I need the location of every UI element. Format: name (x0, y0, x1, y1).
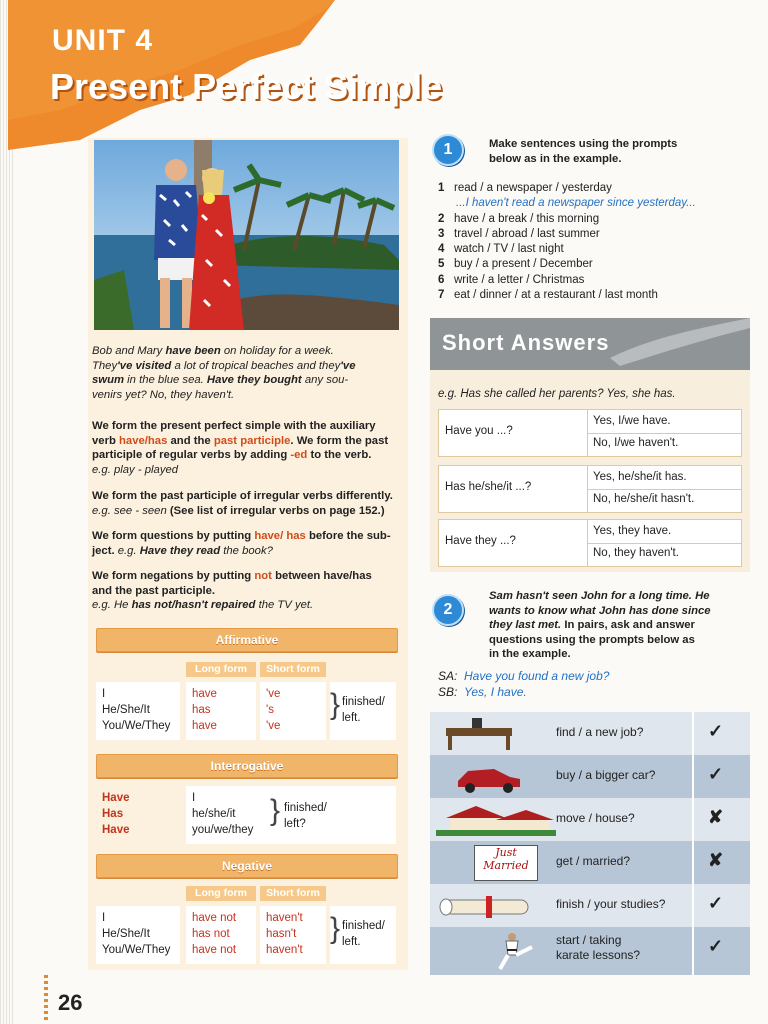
prompt-row: Just Married get / married? ✘ (430, 841, 750, 884)
negative-header: Negative (96, 854, 398, 878)
exercise-2-number: 2 (432, 594, 464, 626)
negative-verb: } finished/ left. (330, 906, 396, 964)
negative-short-forms: haven't hasn't haven't (260, 906, 326, 964)
exercise-1-list: 1 read / a newspaper / yesterday ...I haven't read a newspaper since yesterday... 2 have / a break / this morning 3 travel / abroad / last summer 4 watch / TV / last night 5 buy / a present / December 6 write / a letter / Christmas 7 eat / dinner / at a restaurant / last month (438, 181, 758, 303)
exercise-1-example: ...I haven't read a newspaper since yesterday... (456, 197, 696, 210)
negative-long-forms: have not has not have not (186, 906, 256, 964)
affirmative-verb: } finished/ left. (330, 682, 396, 740)
intro-paragraph: Bob and Mary have been on holiday for a week. They've visited a lot of tropical beaches and they've swum in the blue sea. Have they bought any sou- venirs yet? No, they haven't. (92, 345, 356, 401)
short-answer-row: Have they ...? Yes, they have. No, they haven't. (438, 519, 742, 567)
exercise-2-example: SA: Have you found a new job? SB: Yes, I have. (438, 669, 610, 699)
interrogative-header: Interrogative (96, 754, 398, 778)
long-form-tag: Long form (186, 662, 256, 677)
rule-formation: We form the present perfect simple with the auxiliary verb have/has and the past participle. We form the past participle of regular verbs by adding -ed to the verb. e.g. play - played (92, 420, 389, 476)
interrogative-subjects: I he/she/it you/we/they } finished/ left? (186, 786, 396, 844)
desk-icon (444, 716, 514, 752)
cross-mark: ✘ (708, 807, 724, 827)
affirmative-subjects: I He/She/It You/We/They (96, 682, 180, 740)
affirmative-short-forms: 've 's 've (260, 682, 326, 740)
page-number: 26 (58, 990, 83, 1015)
check-mark: ✓ (708, 893, 724, 913)
exercise-1-instruction: Make sentences using the prompts below as in the example. (489, 138, 678, 165)
short-answer-row: Have you ...? Yes, I/we have. No, I/we haven't. (438, 409, 742, 457)
affirmative-long-forms: have has have (186, 682, 256, 740)
rule-irregular: We form the past participle of irregular verbs differently. e.g. see - seen (See list of irregular verbs on page 152.) (92, 490, 393, 517)
just-married-sign: Just Married (474, 845, 538, 881)
diploma-icon (436, 890, 536, 922)
page-title: Present Perfect Simple (50, 66, 443, 107)
short-answers-example: e.g. Has she called her parents? Yes, she has. (438, 388, 676, 400)
car-icon (454, 761, 524, 793)
long-form-tag: Long form (186, 886, 256, 901)
interrogative-auxiliaries: Have Has Have (102, 792, 130, 836)
unit-label: UNIT 4 (52, 24, 154, 57)
negative-subjects: I He/She/It You/We/They (96, 906, 180, 964)
exercise-2-instruction: Sam hasn't seen John for a long time. He wants to know what John has done since they last met. In pairs, ask and answer questions using the prompts below as in the example. (489, 590, 711, 660)
brush-stroke-decoration (610, 318, 750, 370)
check-mark: ✓ (708, 721, 724, 741)
exercise-1-number: 1 (432, 134, 464, 166)
prompt-row: move / house? ✘ (430, 798, 750, 841)
short-form-tag: Short form (260, 662, 326, 677)
rule-negations: We form negations by putting not between have/has and the past participle. e.g. He has not/hasn't repaired the TV yet. (92, 570, 372, 611)
prompt-row: start / taking karate lessons? ✓ (430, 927, 750, 975)
page-number-dots (44, 975, 48, 1020)
short-answers-header (430, 318, 750, 370)
karate-figure-icon (486, 931, 536, 971)
beach-couple-photo (94, 140, 399, 330)
rule-questions: We form questions by putting have/ has before the sub- ject. e.g. Have they read the book? (92, 530, 391, 557)
short-answer-row: Has he/she/it ...? Yes, he/she/it has. No, he/she/it hasn't. (438, 465, 742, 513)
check-mark: ✓ (708, 764, 724, 784)
short-answers-title: Short Answers (442, 330, 610, 355)
cross-mark: ✘ (708, 850, 724, 870)
check-mark: ✓ (708, 936, 724, 956)
prompt-row: finish / your studies? ✓ (430, 884, 750, 927)
page-edges (0, 0, 14, 1024)
affirmative-header: Affirmative (96, 628, 398, 652)
short-form-tag: Short form (260, 886, 326, 901)
prompt-row: find / a new job? ✓ (430, 712, 750, 755)
house-icon (436, 802, 556, 838)
prompt-row: buy / a bigger car? ✓ (430, 755, 750, 798)
